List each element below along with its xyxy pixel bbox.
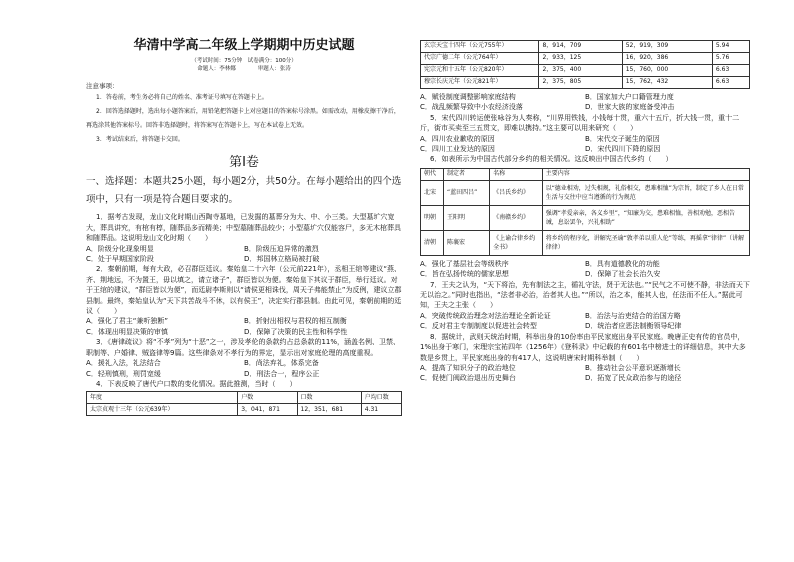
option[interactable]: C．战乱频繁导致中小农经济没落 <box>420 103 523 112</box>
household-table-part2 <box>420 40 750 89</box>
option[interactable]: A．突破传统政治理念对法治理论全新论证 <box>420 311 551 320</box>
table-cell: 6.63 <box>712 65 749 77</box>
table-cell: 4.31 <box>361 404 401 416</box>
option[interactable]: C．体现出明显决策的审慎 <box>86 327 168 336</box>
table-cell: 《吕氏乡约》 <box>490 180 543 205</box>
question-5: 5．宋代四川转运使张咏谷为人奏称，“川界用铁钱，小钱每十贯，重六十五斤，折大钱一贯，重十二斤，街市买卖至三五贯文，即难以携持。”这主要可以用来研究（ ） <box>420 113 740 133</box>
exam-info: （考试时间：75分钟 试卷满分：100分） <box>191 58 297 64</box>
option[interactable]: C．旨在弘扬传统的儒家思想 <box>420 270 509 279</box>
table-cell: 2，375，400 <box>539 65 622 77</box>
option[interactable]: A．提高了知识分子的政治地位 <box>420 363 516 372</box>
table-row <box>421 53 750 65</box>
table-cell: 3，041，871 <box>238 404 297 416</box>
table-header: 户均口数 <box>361 392 401 404</box>
table-cell: “蓝田四吕” <box>444 180 490 205</box>
table-cell: 6.63 <box>712 77 749 89</box>
table-header: 朝代 <box>421 168 444 180</box>
table-cell: 15，760，000 <box>622 65 712 77</box>
option[interactable]: B．宋代交子诞生的原因 <box>585 134 660 143</box>
option[interactable]: C．处于早期国家阶段 <box>86 255 154 264</box>
question-8: 8．据统计，武则天统治时期，科举出身的10份率由平民家庭出身平民家庭。晚唐正史有传的官员中，1%出身于寒门，宋理宗宝祐四年（1256年）《登科录》中记载的有601名中榜进士的详细信息，其中大多数是乡贯上，平民家庭出身的有417人，这说明唐宋时期科举制（ ） <box>420 332 746 362</box>
table-cell: 宪宗元和十五年（公元820年） <box>421 65 539 77</box>
option[interactable]: A．强化了基层社会等级秩序 <box>420 259 509 268</box>
option[interactable]: C．轻刑慎刑，刑罚宽缓 <box>86 369 161 378</box>
option[interactable]: D．邦国林立格局被打破 <box>244 255 320 264</box>
option[interactable]: D．保障了决策的民主性和科学性 <box>244 327 348 336</box>
question-5-options <box>420 134 750 155</box>
question-6-options <box>420 259 750 280</box>
option[interactable]: A．阶级分化现象明显 <box>86 244 154 253</box>
question-4: 4．下表反映了唐代户口数的变化情况。据此推测，当时（ ） <box>96 379 297 388</box>
question-8-options <box>420 363 750 384</box>
table-cell: 陈襄宏 <box>444 230 490 255</box>
table-header: 户数 <box>238 392 297 404</box>
table-header: 制定者 <box>444 168 490 180</box>
option[interactable]: D．统治者应恶法制衡领导纪律 <box>585 322 682 331</box>
option[interactable]: B．具有道德教化的功能 <box>585 259 660 268</box>
section-heading: 一、选择题：本题共25小题，每小题2分，共50分。在每小题给出的四个选项中，只有一项是符合题目要求的。 <box>86 176 402 206</box>
table-cell: 代宗广德二年（公元764年） <box>421 53 539 65</box>
table-cell: 5.94 <box>712 41 749 53</box>
table-header-row <box>87 392 402 404</box>
table-header: 口数 <box>297 392 361 404</box>
option[interactable]: A．四川农业歉收的原因 <box>420 134 495 143</box>
option[interactable]: B．治法与治吏结合的治国方略 <box>585 311 681 320</box>
notice-heading: 注意事项： <box>86 82 119 90</box>
option[interactable]: B．推动社会公平意识逐渐增长 <box>585 363 681 372</box>
table-row <box>421 205 750 230</box>
table-row <box>421 180 750 205</box>
table-cell: 12，351，681 <box>297 404 361 416</box>
option[interactable]: C．反对君主专制制度以促进社会转型 <box>420 322 537 331</box>
table-row <box>421 65 750 77</box>
option[interactable]: D．刑法合一，程序公正 <box>244 369 320 378</box>
option[interactable]: D．保障了社会长治久安 <box>585 270 661 279</box>
table-cell: 玄宗天宝十四年（公元755年） <box>421 41 539 53</box>
table-header-row <box>421 168 750 180</box>
notice-item: 1．答卷前，考生务必将自己的姓名、准考证号填写在答题卡上。 <box>96 94 268 102</box>
option[interactable]: B．折射出相权与君权的相互制衡 <box>244 317 347 326</box>
question-1-options <box>86 244 402 265</box>
option[interactable]: C．促使门阀政治退出历史舞台 <box>420 374 516 383</box>
table-cell: 8，914，709 <box>539 41 622 53</box>
township-compact-table <box>420 168 750 256</box>
option[interactable]: C．四川工业发达的原因 <box>420 145 495 154</box>
table-cell: 以“德业相劝，过失相规，礼俗相交，患难相恤”为宗旨，制定了乡人在日常生活与交往中应当遵循的行为规范 <box>542 180 749 205</box>
left-column <box>86 0 402 416</box>
volume-heading: 第Ⅰ卷 <box>229 155 259 171</box>
table-cell: 16，920，386 <box>622 53 712 65</box>
exam-title: 华清中学高二年级上学期期中历史试题 <box>133 38 355 53</box>
option[interactable]: B．尚法弃礼，体系完备 <box>244 359 319 368</box>
table-row <box>421 41 750 53</box>
question-2: 2．秦朝前期，每有大政，必召群臣廷议。秦始皇二十六年（公元前221年），丞相王绾等建议“燕、齐、荆地远，不为置王，毋以填之，请立诸子”，群臣皆以为便。秦始皇下其议于群臣，举行廷议。对于王绾的建议，“群臣皆以为便”，而廷尉李斯则以“请侯更相诛伐，周天子弗能禁止”为反例，建议立郡县制。最终，秦始皇认为“天下共苦战斗不休，以有侯王”，决定实行郡县制。由此可见，秦朝前期的廷议（ ） <box>86 265 402 316</box>
table-cell: 北宋 <box>421 180 444 205</box>
option[interactable]: A．援礼入法，礼法结合 <box>86 359 161 368</box>
table-cell: 王阳明 <box>444 205 490 230</box>
option[interactable]: B．国家加大户口籍管理力度 <box>585 93 674 101</box>
table-cell: 52，919，309 <box>622 41 712 53</box>
table-header: 主要内容 <box>542 168 749 180</box>
question-4-options <box>420 92 750 113</box>
household-table-part1 <box>86 391 402 416</box>
table-cell: 2，375，805 <box>539 77 622 89</box>
question-3: 3．《唐律疏议》将“不孝”列为“十恶”之一，涉及孝伦的条款约占总条款的11%，涵盖名例、卫禁、职制等、户婚律、贼盗律等9篇。这些律条对不孝行为的界定，显示出对家庭伦理的高度重视。 <box>86 338 401 357</box>
table-cell: 15，762，432 <box>622 77 712 89</box>
question-2-options <box>86 316 402 337</box>
table-cell: 《上谕合律乡约全书》 <box>490 230 543 255</box>
table-row <box>421 230 750 255</box>
table-cell: 穆宗长庆元年（公元821年） <box>421 77 539 89</box>
table-cell: 将乡约的程序化，讲解宪圣谕“敦孝弟以重人伦”等练，再摇拿“律律”（讲解律律） <box>542 230 749 255</box>
option[interactable]: D．世家大族的家庭备受冲击 <box>585 103 675 112</box>
table-cell: 《南赣乡约》 <box>490 205 543 230</box>
option[interactable]: A．强化了君主“兼听独断” <box>86 317 169 326</box>
question-1: 1．据考古发现，龙山文化时期山西陶寺墓地，已发掘的墓葬分为大、中、小三类。大型墓圹穴宽大，葬具讲究，有棺有椁，随葬品多而精美；中型墓随葬品较少；小型墓圹穴仅能容尸，多无木棺葬具和随葬品。这说明龙山文化时期（ ） <box>86 213 401 243</box>
table-cell: 强调“孝爱亲亲，各义乡里”，“知廉为交，患难相恤，善相劝勉，恶相告诫，息讼罢争，兴礼相助” <box>542 205 749 230</box>
table-row <box>87 404 402 416</box>
notice-item: 2．回答选择题时，选出每小题答案后，用铅笔把答题卡上对应题目的答案标号涂黑。如需改动，用橡皮擦干净后，再选涂其他答案标号。回答非选择题时，将答案写在答题卡上，写在本试卷上无效。 <box>86 108 400 130</box>
table-cell: 清朝 <box>421 230 444 255</box>
option[interactable]: A．赋役制度调整影响家庭结构 <box>420 93 516 101</box>
authors: 命题人：李林娜 审题人：张涛 <box>197 66 291 72</box>
table-cell: 5.76 <box>712 53 749 65</box>
table-cell: 太宗贞观十三年（公元639年） <box>87 404 238 416</box>
option[interactable]: D．宋代四川下降的原因 <box>585 145 661 154</box>
table-header: 名称 <box>490 168 543 180</box>
question-6: 6．如表所示为中国古代部分乡约的相关情况。这反映出中国古代乡约（ ） <box>430 155 673 164</box>
right-column <box>420 0 750 384</box>
question-7: 7．王夫之认为，“天下将治，先有制法之主，循礼守法，贤于无法也。”“民气之不可使不静，非法而天下无以治之。”同时也指出，“法者非必治，治者其人也。”“所以，治之本，能其人也，任法而不任人。”据此可知，王夫之主张（ ） <box>420 280 750 310</box>
option[interactable]: B．阶级压迫异常的激烈 <box>244 244 319 253</box>
table-cell: 明朝 <box>421 205 444 230</box>
question-7-options <box>420 311 750 332</box>
option[interactable]: D．拓宽了民众政治参与的途径 <box>585 374 682 383</box>
table-row <box>421 77 750 89</box>
table-header: 年度 <box>87 392 238 404</box>
notice-item: 3．考试结束后，将答题卡交回。 <box>96 136 184 144</box>
table-cell: 2，933，125 <box>539 53 622 65</box>
question-3-options <box>86 358 402 379</box>
